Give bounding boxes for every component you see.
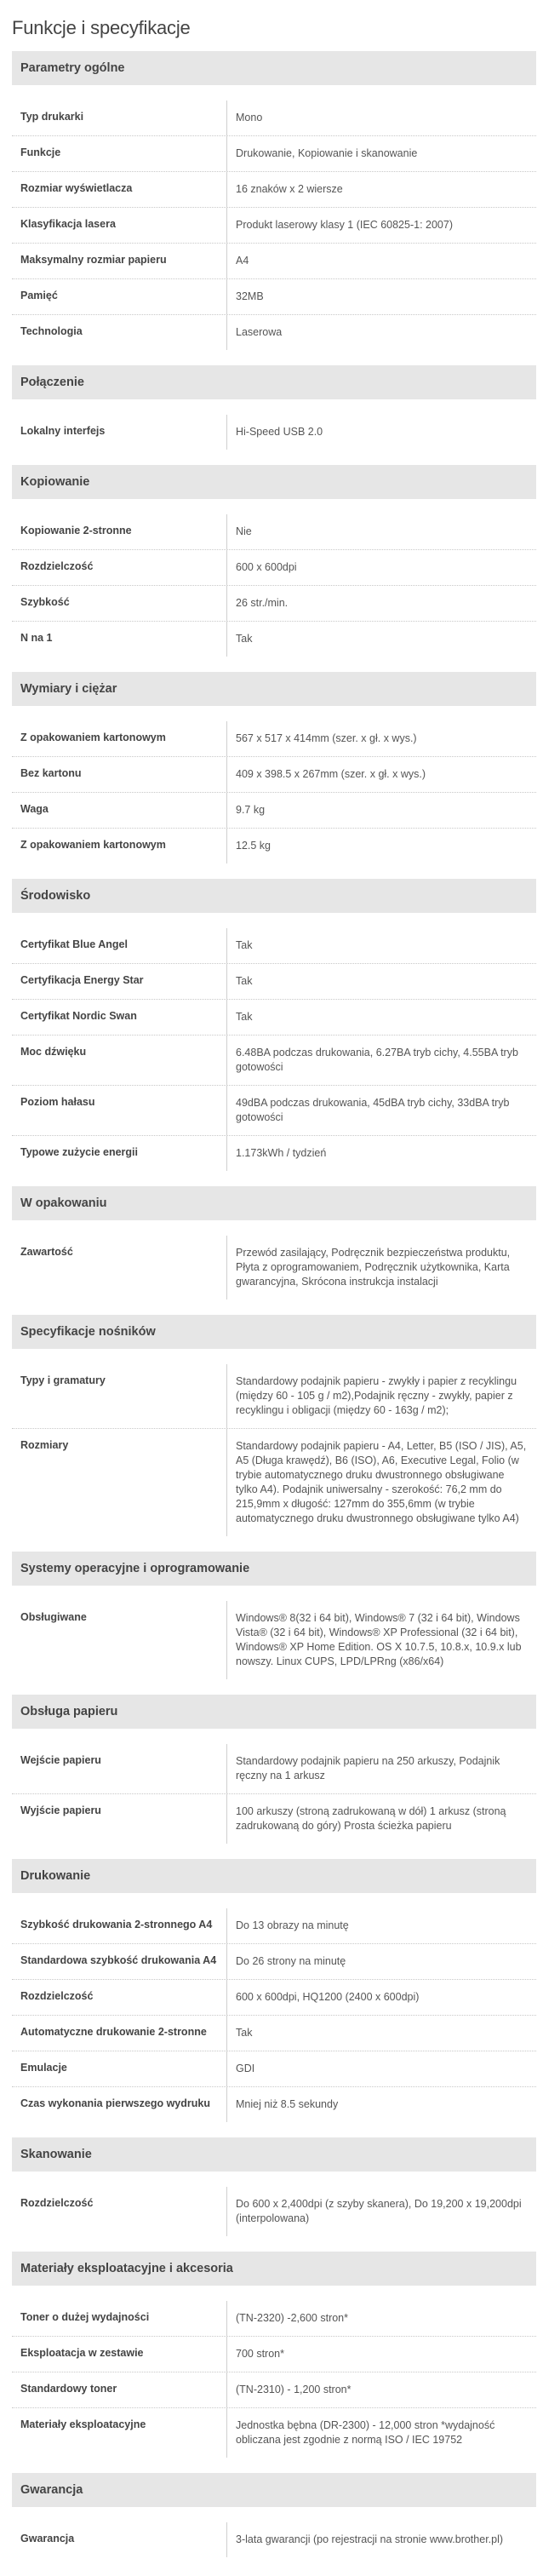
spec-row	[12, 721, 536, 757]
spec-value: GDI	[236, 2063, 255, 2074]
spec-row	[12, 2372, 536, 2408]
spec-value: Mniej niż 8.5 sekundy	[236, 2098, 339, 2110]
spec-label: Rozdzielczość	[12, 550, 227, 585]
spec-label: Maksymalny rozmiar papieru	[12, 244, 227, 278]
spec-row	[12, 1744, 536, 1794]
spec-label: Bez kartonu	[12, 757, 227, 792]
spec-label: Lokalny interfejs	[12, 415, 227, 450]
spec-value: 100 arkuszy (stroną zadrukowaną w dół) 1 arkusz (stroną zadrukowaną do góry) Prosta ścieżka papieru	[236, 1805, 506, 1832]
spec-rows	[12, 2507, 536, 2561]
spec-value: Do 13 obrazy na minutę	[236, 1919, 349, 1931]
spec-row	[12, 1136, 536, 1171]
spec-label: Szybkość drukowania 2-stronnego A4	[12, 1908, 227, 1943]
spec-label: Typ drukarki	[12, 100, 227, 135]
spec-value: Drukowanie, Kopiowanie i skanowanie	[236, 147, 418, 159]
page-title: Funkcje i specyfikacje	[12, 17, 191, 38]
section-header: Systemy operacyjne i oprogramowanie	[12, 1552, 536, 1586]
spec-row	[12, 2337, 536, 2372]
spec-label: Materiały eksploatacyjne	[12, 2408, 227, 2458]
spec-label: Typy i gramatury	[12, 1364, 227, 1428]
spec-section	[12, 465, 536, 660]
spec-rows	[12, 399, 536, 453]
spec-value: 26 str./min.	[236, 597, 289, 609]
spec-row	[12, 928, 536, 964]
spec-row	[12, 2408, 536, 2458]
spec-label: Funkcje	[12, 136, 227, 171]
section-header: Drukowanie	[12, 1859, 536, 1893]
spec-section	[12, 879, 536, 1174]
spec-rows	[12, 2172, 536, 2240]
section-header: Specyfikacje nośników	[12, 1315, 536, 1349]
spec-label: Typowe zużycie energii	[12, 1136, 227, 1171]
spec-label: Czas wykonania pierwszego wydruku	[12, 2087, 227, 2122]
spec-value: 3-lata gwarancji (po rejestracji na stronie www.brother.pl)	[236, 2533, 504, 2545]
spec-section	[12, 2473, 536, 2561]
spec-value: 567 x 517 x 414mm (szer. x gł. x wys.)	[236, 732, 417, 744]
spec-section	[12, 1859, 536, 2126]
spec-row	[12, 2522, 536, 2557]
spec-rows	[12, 913, 536, 1174]
spec-rows	[12, 1586, 536, 1683]
section-header: Obsługa papieru	[12, 1695, 536, 1729]
spec-section	[12, 51, 536, 353]
spec-label: Moc dźwięku	[12, 1036, 227, 1085]
spec-section	[12, 672, 536, 867]
spec-label: Z opakowaniem kartonowym	[12, 829, 227, 863]
spec-label: Szybkość	[12, 586, 227, 621]
spec-value: 600 x 600dpi	[236, 561, 297, 573]
spec-rows	[12, 1349, 536, 1540]
section-header: Środowisko	[12, 879, 536, 913]
spec-row	[12, 1036, 536, 1086]
spec-section	[12, 1695, 536, 1847]
spec-label: Rozdzielczość	[12, 1980, 227, 2015]
spec-rows	[12, 706, 536, 867]
spec-label: Standardowa szybkość drukowania A4	[12, 1944, 227, 1979]
spec-label: Obsługiwane	[12, 1601, 227, 1679]
spec-row	[12, 2016, 536, 2051]
spec-value: Standardowy podajnik papieru - zwykły i papier z recyklingu (między 60 - 105 g / m2),Podajnik ręczny - zwykły, papier z recyklingu i obligacji (między 60 - 163g / m2);	[236, 1375, 517, 1416]
spec-label: Certyfikat Blue Angel	[12, 928, 227, 963]
spec-row	[12, 1086, 536, 1136]
spec-value: Standardowy podajnik papieru na 250 arkuszy, Podajnik ręczny na 1 arkusz	[236, 1755, 500, 1781]
spec-value: Tak	[236, 1011, 253, 1023]
spec-rows	[12, 1893, 536, 2126]
spec-row	[12, 2187, 536, 2236]
spec-row	[12, 244, 536, 279]
spec-label: N na 1	[12, 622, 227, 657]
section-header: Gwarancja	[12, 2473, 536, 2507]
spec-row	[12, 1908, 536, 1944]
spec-rows	[12, 85, 536, 353]
spec-value: Tak	[236, 975, 253, 987]
spec-label: Kopiowanie 2-stronne	[12, 514, 227, 549]
spec-label: Toner o dużej wydajności	[12, 2301, 227, 2336]
spec-row	[12, 2087, 536, 2122]
spec-row	[12, 1794, 536, 1844]
spec-label: Rozmiary	[12, 1429, 227, 1536]
section-header: Parametry ogólne	[12, 51, 536, 85]
spec-label: Poziom hałasu	[12, 1086, 227, 1135]
spec-rows	[12, 499, 536, 660]
spec-label: Zawartość	[12, 1236, 227, 1299]
spec-label: Wejście papieru	[12, 1744, 227, 1793]
spec-value: Do 600 x 2,400dpi (z szyby skanera), Do 19,200 x 19,200dpi (interpolowana)	[236, 2198, 522, 2224]
spec-row	[12, 622, 536, 657]
spec-value: 1.173kWh / tydzień	[236, 1147, 327, 1159]
spec-label: Rozdzielczość	[12, 2187, 227, 2236]
spec-label: Eksploatacja w zestawie	[12, 2337, 227, 2372]
spec-value: A4	[236, 255, 249, 267]
spec-row	[12, 1236, 536, 1299]
spec-row	[12, 757, 536, 793]
spec-row	[12, 172, 536, 208]
spec-value: Do 26 strony na minutę	[236, 1955, 346, 1967]
spec-label: Pamięć	[12, 279, 227, 314]
spec-sections	[12, 51, 536, 2561]
spec-value: Laserowa	[236, 326, 283, 338]
spec-rows	[12, 1220, 536, 1303]
spec-label: Technologia	[12, 315, 227, 350]
spec-rows	[12, 1729, 536, 1847]
spec-value: (TN-2320) -2,600 stron*	[236, 2312, 349, 2324]
spec-value: Produkt laserowy klasy 1 (IEC 60825-1: 2007)	[236, 219, 453, 231]
spec-value: Hi-Speed USB 2.0	[236, 426, 323, 438]
spec-row	[12, 1429, 536, 1536]
section-header: Kopiowanie	[12, 465, 536, 499]
spec-value: Tak	[236, 939, 253, 951]
spec-label: Wyjście papieru	[12, 1794, 227, 1844]
spec-row	[12, 136, 536, 172]
spec-label: Automatyczne drukowanie 2-stronne	[12, 2016, 227, 2051]
spec-row	[12, 279, 536, 315]
spec-row	[12, 1944, 536, 1980]
spec-value: Tak	[236, 633, 253, 645]
spec-row	[12, 550, 536, 586]
spec-label: Standardowy toner	[12, 2372, 227, 2407]
spec-value: 49dBA podczas drukowania, 45dBA tryb cichy, 33dBA tryb gotowości	[236, 1097, 510, 1123]
spec-value: Windows® 8(32 i 64 bit), Windows® 7 (32 i 64 bit), Windows Vista® (32 i 64 bit), Windows® XP Professional (32 i 64 bit), Windows® XP Home Edition. OS X 10.7.5, 10.8.x, 10.9.x lub nowszy. Linux CUPS, LPD/LPRng (x86/x64)	[236, 1612, 522, 1667]
spec-row	[12, 1364, 536, 1429]
spec-row	[12, 1000, 536, 1036]
spec-row	[12, 100, 536, 136]
spec-value: 9.7 kg	[236, 804, 266, 816]
spec-section	[12, 365, 536, 453]
spec-label: Z opakowaniem kartonowym	[12, 721, 227, 756]
spec-row	[12, 793, 536, 829]
spec-row	[12, 1601, 536, 1679]
spec-row	[12, 1980, 536, 2016]
section-header: Skanowanie	[12, 2137, 536, 2172]
spec-label: Certyfikacja Energy Star	[12, 964, 227, 999]
section-header: W opakowaniu	[12, 1186, 536, 1220]
spec-value: Standardowy podajnik papieru - A4, Letter, B5 (ISO / JIS), A5, A5 (Długa krawędź), B6 (ISO), A6, Executive Legal, Folio (w trybie automatycznego druku dwustronnego obsługiwane tylko A4). Podajnik uniwersalny - szerokość: 76,2 mm do 215,9mm x długość: 127mm do 355,6mm (w trybie automatycznego druku dwustronnego obsługiwane tylko A4)	[236, 1440, 527, 1524]
spec-value: 16 znaków x 2 wiersze	[236, 183, 343, 195]
spec-section	[12, 1186, 536, 1303]
spec-value: Nie	[236, 525, 252, 537]
spec-row	[12, 2051, 536, 2087]
spec-label: Emulacje	[12, 2051, 227, 2086]
spec-section	[12, 1552, 536, 1683]
spec-row	[12, 415, 536, 450]
spec-value: Jednostka bębna (DR-2300) - 12,000 stron *wydajność obliczana jest zgodnie z normą ISO / IEC 19752	[236, 2419, 495, 2446]
spec-value: (TN-2310) - 1,200 stron*	[236, 2384, 352, 2395]
spec-value: 409 x 398.5 x 267mm (szer. x gł. x wys.)	[236, 768, 426, 780]
spec-value: 12.5 kg	[236, 840, 272, 852]
spec-row	[12, 2301, 536, 2337]
spec-label: Waga	[12, 793, 227, 828]
spec-section	[12, 2252, 536, 2461]
spec-value: Mono	[236, 112, 263, 123]
spec-value: 6.48BA podczas drukowania, 6.27BA tryb cichy, 4.55BA tryb gotowości	[236, 1047, 518, 1073]
spec-row	[12, 586, 536, 622]
spec-value: Przewód zasilający, Podręcznik bezpieczeństwa produktu, Płyta z oprogramowaniem, Podręcznik użytkownika, Karta gwarancyjna, Skrócona instrukcja instalacji	[236, 1247, 511, 1288]
spec-label: Klasyfikacja lasera	[12, 208, 227, 243]
spec-value: 600 x 600dpi, HQ1200 (2400 x 600dpi)	[236, 1991, 420, 2003]
spec-section	[12, 1315, 536, 1540]
spec-row	[12, 315, 536, 350]
spec-row	[12, 514, 536, 550]
spec-label: Certyfikat Nordic Swan	[12, 1000, 227, 1035]
spec-section	[12, 2137, 536, 2240]
spec-row	[12, 829, 536, 863]
section-header: Wymiary i ciężar	[12, 672, 536, 706]
spec-value: 700 stron*	[236, 2348, 284, 2360]
spec-row	[12, 208, 536, 244]
spec-value: Tak	[236, 2027, 253, 2039]
spec-row	[12, 964, 536, 1000]
section-header: Połączenie	[12, 365, 536, 399]
spec-label: Rozmiar wyświetlacza	[12, 172, 227, 207]
spec-label: Gwarancja	[12, 2522, 227, 2557]
spec-value: 32MB	[236, 290, 264, 302]
spec-rows	[12, 2286, 536, 2461]
section-header: Materiały eksploatacyjne i akcesoria	[12, 2252, 536, 2286]
